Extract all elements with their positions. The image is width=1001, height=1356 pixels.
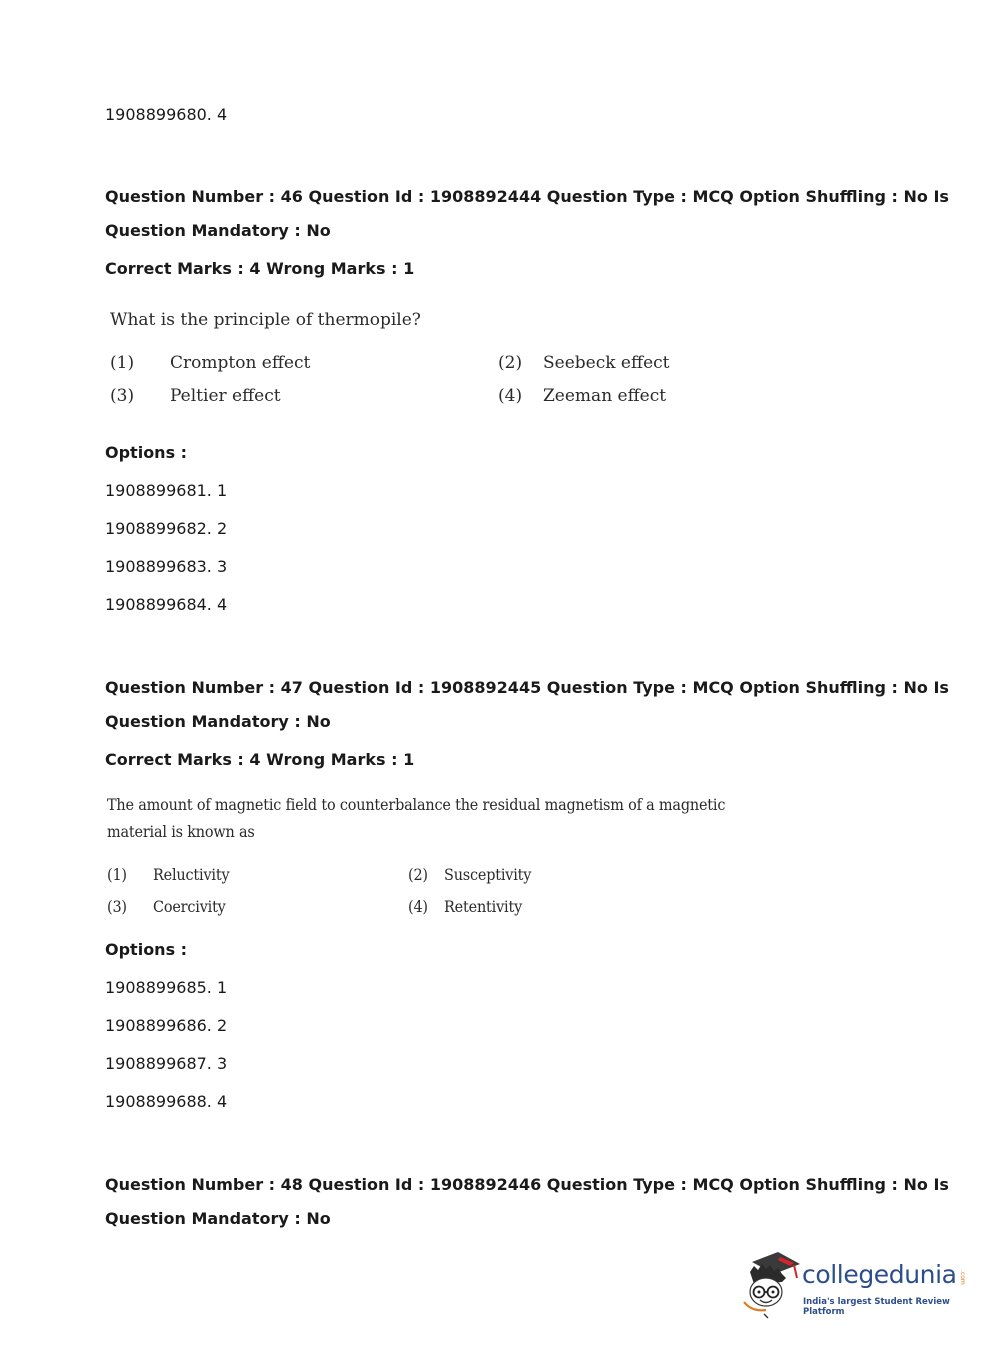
option-line: 1908899680. 4 <box>105 105 228 124</box>
choice-number: (4) <box>498 386 523 406</box>
choice-text: Retentivity <box>444 898 523 916</box>
options-label: Options : <box>105 940 188 959</box>
question-header: Question Number : 48 Question Id : 1908892446 Question Type : MCQ Option Shuffling : No Is <box>105 1175 949 1194</box>
choice-number: (1) <box>110 353 135 373</box>
option-line: 1908899688. 4 <box>105 1092 228 1111</box>
option-line: 1908899686. 2 <box>105 1016 228 1035</box>
choice-text: Coercivity <box>153 898 226 916</box>
question-text: What is the principle of thermopile? <box>110 310 421 330</box>
option-line: 1908899683. 3 <box>105 557 228 576</box>
option-line: 1908899685. 1 <box>105 978 228 997</box>
logo-tagline: India's largest Student Review Platform <box>803 1297 950 1317</box>
mascot-icon <box>742 1248 804 1320</box>
question-mandatory: Question Mandatory : No <box>105 712 331 731</box>
choice-text: Crompton effect <box>170 353 311 373</box>
logo-suffix: .com <box>959 1270 966 1285</box>
question-marks: Correct Marks : 4 Wrong Marks : 1 <box>105 750 415 769</box>
choice-text: Reluctivity <box>153 866 230 884</box>
option-line: 1908899687. 3 <box>105 1054 228 1073</box>
choice-text: Seebeck effect <box>543 353 670 373</box>
choice-number: (3) <box>107 898 127 916</box>
question-text: The amount of magnetic field to counterbalance the residual magnetism of a magnetic <box>107 796 726 814</box>
choice-text: Susceptivity <box>444 866 532 884</box>
choice-number: (2) <box>408 866 428 884</box>
choice-number: (3) <box>110 386 135 406</box>
choice-number: (1) <box>107 866 127 884</box>
choice-number: (4) <box>408 898 428 916</box>
option-line: 1908899681. 1 <box>105 481 228 500</box>
question-header: Question Number : 46 Question Id : 1908892444 Question Type : MCQ Option Shuffling : No Is <box>105 187 949 206</box>
question-mandatory: Question Mandatory : No <box>105 1209 331 1228</box>
options-label: Options : <box>105 443 188 462</box>
logo-name: collegedunia <box>802 1260 957 1289</box>
question-header: Question Number : 47 Question Id : 1908892445 Question Type : MCQ Option Shuffling : No Is <box>105 678 949 697</box>
choice-number: (2) <box>498 353 523 373</box>
option-line: 1908899682. 2 <box>105 519 228 538</box>
question-mandatory: Question Mandatory : No <box>105 221 331 240</box>
question-text: material is known as <box>107 823 255 841</box>
collegedunia-logo <box>742 1248 972 1320</box>
question-marks: Correct Marks : 4 Wrong Marks : 1 <box>105 259 415 278</box>
option-line: 1908899684. 4 <box>105 595 228 614</box>
choice-text: Zeeman effect <box>543 386 667 406</box>
choice-text: Peltier effect <box>170 386 281 406</box>
